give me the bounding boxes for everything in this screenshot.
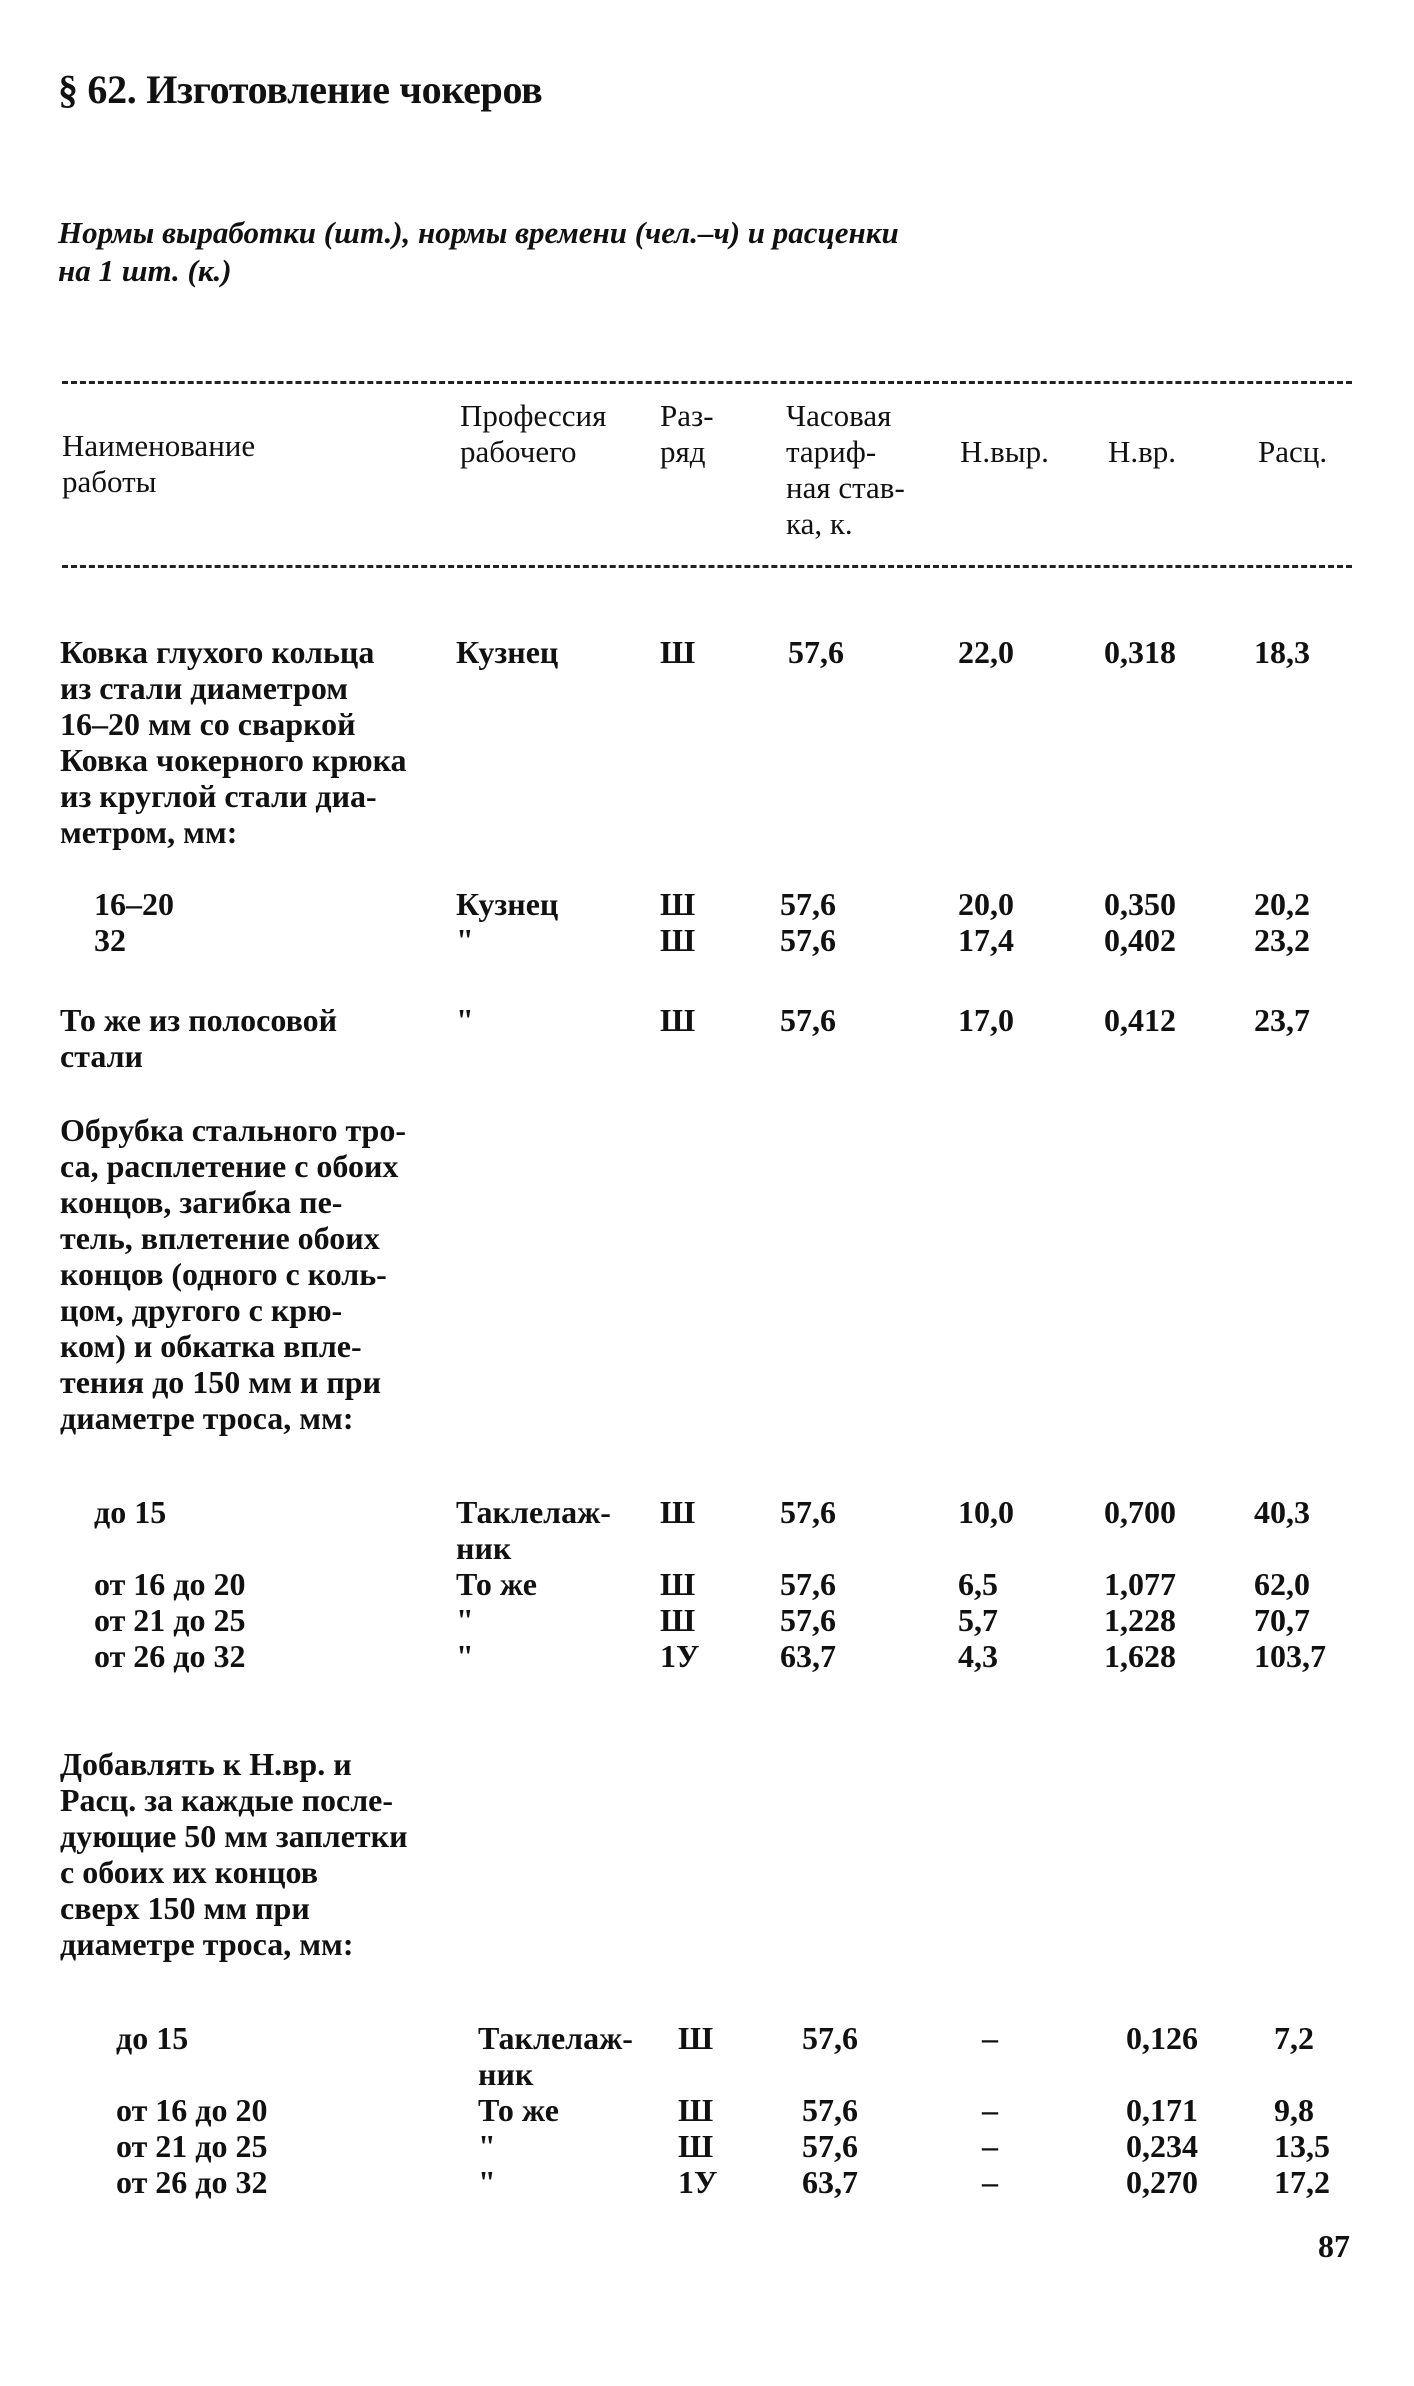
grade-cell: Ш: [660, 922, 696, 958]
grade-cell: Ш: [660, 1602, 696, 1638]
time-norm-cell: 0,234: [1126, 2128, 1198, 2164]
profession-cell: То же: [456, 1566, 537, 1602]
grade-cell: Ш: [678, 2128, 714, 2164]
price-cell: 40,3: [1254, 1494, 1310, 1530]
caption-line: Нормы выработки (шт.), нормы времени (чел.–ч) и расценки: [58, 215, 899, 250]
output-norm-cell: 4,3: [958, 1638, 998, 1674]
rate-cell: 57,6: [788, 634, 844, 670]
time-norm-cell: 0,412: [1104, 1002, 1176, 1038]
price-cell: 17,2: [1274, 2164, 1330, 2200]
work-name: от 16 до 20: [94, 1566, 246, 1602]
time-norm-cell: 1,077: [1104, 1566, 1176, 1602]
price-cell: 7,2: [1274, 2020, 1314, 2056]
output-norm-cell: 5,7: [958, 1602, 998, 1638]
work-name: Обрубка стального тро- са, расплетение с обоих концов, загибка пе- тель, вплетение обоих концов (одного с коль- цом, другого с крю- ком) и обкатка впле- тения до 150 мм и при диаметре троса, мм:: [60, 1112, 406, 1436]
header-top-rule: [62, 381, 1352, 384]
work-name: до 15: [116, 2020, 189, 2056]
work-name: до 15: [94, 1494, 167, 1530]
price-cell: 18,3: [1254, 634, 1310, 670]
profession-cell: Кузнец: [456, 634, 559, 670]
table-caption: [58, 214, 1058, 290]
output-norm-cell: –: [982, 2020, 998, 2056]
col-header-grade: Раз- ряд: [660, 398, 714, 469]
profession-cell: ": [456, 1602, 474, 1638]
output-norm-cell: 22,0: [958, 634, 1014, 670]
rate-cell: 63,7: [780, 1638, 836, 1674]
rate-cell: 57,6: [780, 1494, 836, 1530]
profession-cell: ": [478, 2164, 496, 2200]
price-cell: 13,5: [1274, 2128, 1330, 2164]
grade-cell: Ш: [660, 886, 696, 922]
output-norm-cell: –: [982, 2128, 998, 2164]
work-name: То же из полосовой стали: [60, 1002, 338, 1074]
grade-cell: Ш: [660, 1002, 696, 1038]
price-cell: 23,2: [1254, 922, 1310, 958]
page-title: § 62. Изготовление чокеров: [58, 67, 543, 112]
output-norm-cell: 17,0: [958, 1002, 1014, 1038]
work-name: 16–20: [94, 886, 174, 922]
rate-cell: 57,6: [780, 1566, 836, 1602]
price-cell: 103,7: [1254, 1638, 1326, 1674]
rate-cell: 57,6: [780, 1002, 836, 1038]
profession-cell: Таклелаж- ник: [478, 2020, 633, 2092]
profession-cell: ": [478, 2128, 496, 2164]
grade-cell: Ш: [660, 1566, 696, 1602]
work-name: 32: [94, 922, 126, 958]
rate-cell: 57,6: [780, 922, 836, 958]
price-cell: 9,8: [1274, 2092, 1314, 2128]
output-norm-cell: 20,0: [958, 886, 1014, 922]
profession-cell: ": [456, 1638, 474, 1674]
time-norm-cell: 0,700: [1104, 1494, 1176, 1530]
col-header-time-norm: Н.вр.: [1108, 434, 1177, 469]
output-norm-cell: –: [982, 2164, 998, 2200]
page-number: 87: [1318, 2228, 1350, 2264]
time-norm-cell: 0,126: [1126, 2020, 1198, 2056]
rate-cell: 57,6: [780, 1602, 836, 1638]
work-name: от 16 до 20: [116, 2092, 268, 2128]
output-norm-cell: 10,0: [958, 1494, 1014, 1530]
work-name: Ковка глухого кольца из стали диаметром 16–20 мм со сваркой: [60, 634, 375, 742]
work-name: от 26 до 32: [116, 2164, 268, 2200]
grade-cell: Ш: [678, 2092, 714, 2128]
work-name: Добавлять к Н.вр. и Расц. за каждые после- дующие 50 мм заплетки с обоих их концов сверх 150 мм при диаметре троса, мм:: [60, 1746, 408, 1962]
profession-cell: Таклелаж- ник: [456, 1494, 611, 1566]
time-norm-cell: 0,318: [1104, 634, 1176, 670]
output-norm-cell: –: [982, 2092, 998, 2128]
time-norm-cell: 0,270: [1126, 2164, 1198, 2200]
time-norm-cell: 0,350: [1104, 886, 1176, 922]
work-name: от 21 до 25: [94, 1602, 246, 1638]
work-name: Ковка чокерного крюка из круглой стали диа- метром, мм:: [60, 742, 407, 850]
col-header-profession: Профессия рабочего: [460, 398, 607, 469]
caption-line: на 1 шт. (к.): [58, 253, 232, 288]
grade-cell: Ш: [660, 634, 696, 670]
grade-cell: Ш: [678, 2020, 714, 2056]
grade-cell: Ш: [660, 1494, 696, 1530]
profession-cell: ": [456, 1002, 474, 1038]
price-cell: 70,7: [1254, 1602, 1310, 1638]
price-cell: 62,0: [1254, 1566, 1310, 1602]
rate-cell: 57,6: [802, 2128, 858, 2164]
profession-cell: То же: [478, 2092, 559, 2128]
rate-cell: 57,6: [802, 2020, 858, 2056]
col-header-price: Расц.: [1258, 434, 1328, 469]
output-norm-cell: 6,5: [958, 1566, 998, 1602]
time-norm-cell: 0,171: [1126, 2092, 1198, 2128]
grade-cell: 1У: [660, 1638, 700, 1674]
time-norm-cell: 1,228: [1104, 1602, 1176, 1638]
work-name: от 26 до 32: [94, 1638, 246, 1674]
rate-cell: 57,6: [780, 886, 836, 922]
work-name: от 21 до 25: [116, 2128, 268, 2164]
col-header-output-norm: Н.выр.: [960, 434, 1049, 469]
time-norm-cell: 1,628: [1104, 1638, 1176, 1674]
rate-cell: 63,7: [802, 2164, 858, 2200]
col-header-work-name: Наименование работы: [62, 428, 256, 499]
profession-cell: ": [456, 922, 474, 958]
price-cell: 20,2: [1254, 886, 1310, 922]
profession-cell: Кузнец: [456, 886, 559, 922]
price-cell: 23,7: [1254, 1002, 1310, 1038]
header-bottom-rule: [62, 565, 1352, 568]
rate-cell: 57,6: [802, 2092, 858, 2128]
grade-cell: 1У: [678, 2164, 718, 2200]
output-norm-cell: 17,4: [958, 922, 1014, 958]
col-header-hourly-rate: Часовая тариф- ная став- ка, к.: [786, 398, 905, 541]
time-norm-cell: 0,402: [1104, 922, 1176, 958]
